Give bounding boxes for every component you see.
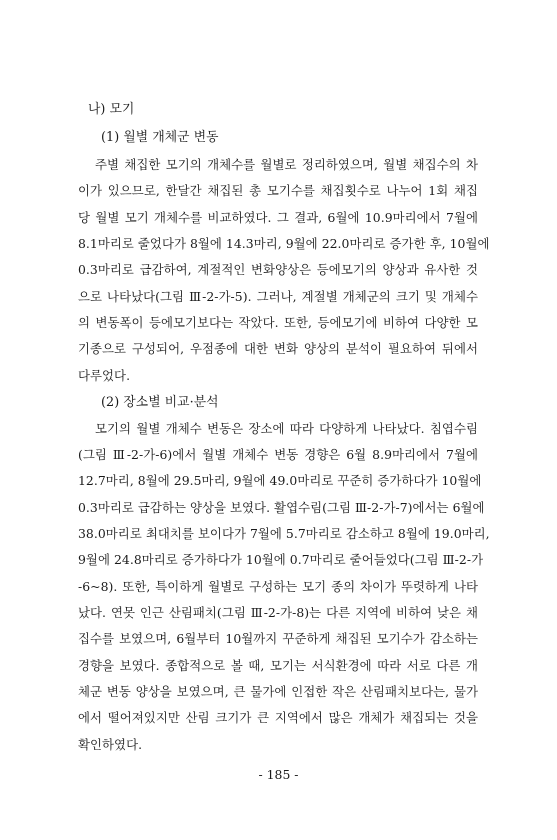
subsection-heading-site-comparison: (2) 장소별 비교·분석 — [101, 395, 219, 410]
paragraph-line: 경향을 보였다. 종합적으로 볼 때, 모기는 서식환경에 따라 서로 다른 개 — [78, 658, 478, 673]
paragraph-line: 으로 나타났다(그림 Ⅲ-2-가-5). 그러나, 계절별 개체군의 크기 및 개체수 — [78, 289, 478, 304]
paragraph-line: 집수를 보였으며, 6월부터 10월까지 꾸준하게 채집된 모기수가 감소하는 — [78, 631, 478, 646]
paragraph-line: 12.7마리, 8월에 29.5마리, 9월에 49.0마리로 꾸준히 증가하다가 10월에 — [78, 473, 482, 488]
paragraph-line: 모기의 월별 개체수 변동은 장소에 따라 다양하게 나타났다. 침엽수림 — [95, 421, 478, 436]
subsection-heading-monthly: (1) 월별 개체군 변동 — [101, 130, 219, 145]
paragraph-line: 38.0마리로 최대치를 보이다가 7월에 5.7마리로 감소하고 8월에 19.0마리, — [78, 526, 490, 541]
paragraph-line: 기종으로 구성되어, 우점종에 대한 변화 양상의 분석이 필요하여 뒤에서 — [78, 341, 478, 356]
paragraph-line: 다루었다. — [78, 368, 131, 383]
paragraph-line: 8.1마리로 줄었다가 8월에 14.3마리, 9월에 22.0마리로 증가한 후, 10월에 — [78, 236, 490, 251]
paragraph-line: 에서 떨어져있지만 산림 크기가 큰 지역에서 많은 개체가 채집되는 것을 — [78, 710, 478, 725]
paragraph-line: (그림 Ⅲ-2-가-6)에서 월별 개체수 변동 경향은 6월 8.9마리에서 7월에 — [78, 447, 478, 462]
paragraph-line: 이가 있으므로, 한달간 채집된 총 모기수를 채집횟수로 나누어 1회 채집 — [78, 183, 478, 198]
paragraph-line: 체군 변동 양상을 보였으며, 큰 물가에 인접한 작은 산림패치보다는, 물가 — [78, 684, 478, 699]
paragraph-line: 확인하였다. — [78, 737, 143, 752]
paragraph-line: -6~8). 또한, 특이하게 월별로 구성하는 모기 종의 차이가 뚜렷하게 나타 — [78, 579, 478, 594]
paragraph-line: 0.3마리로 급감하는 양상을 보였다. 활엽수림(그림 Ⅲ-2-가-7)에서는 6월에 — [78, 500, 485, 515]
paragraph-line: 주별 채집한 모기의 개체수를 월별로 정리하였으며, 월별 채집수의 차 — [95, 157, 478, 172]
section-heading: 나) 모기 — [88, 102, 135, 117]
paragraph-line: 의 변동폭이 등에모기보다는 작았다. 또한, 등에모기에 비하여 다양한 모 — [78, 315, 478, 330]
page-number: - 185 - — [258, 767, 299, 782]
paragraph-line: 9월에 24.8마리로 증가하다가 10월에 0.7마리로 줄어들었다(그림 Ⅲ-2-가 — [78, 552, 484, 567]
paragraph-line: 0.3마리로 급감하여, 계절적인 변화양상은 등에모기의 양상과 유사한 것 — [78, 262, 478, 277]
paragraph-line: 당 월별 모기 개체수를 비교하였다. 그 결과, 6월에 10.9마리에서 7월에 — [78, 210, 478, 225]
paragraph-line: 났다. 연못 인근 산림패치(그림 Ⅲ-2-가-8)는 다른 지역에 비하여 낮은 채 — [78, 605, 478, 620]
